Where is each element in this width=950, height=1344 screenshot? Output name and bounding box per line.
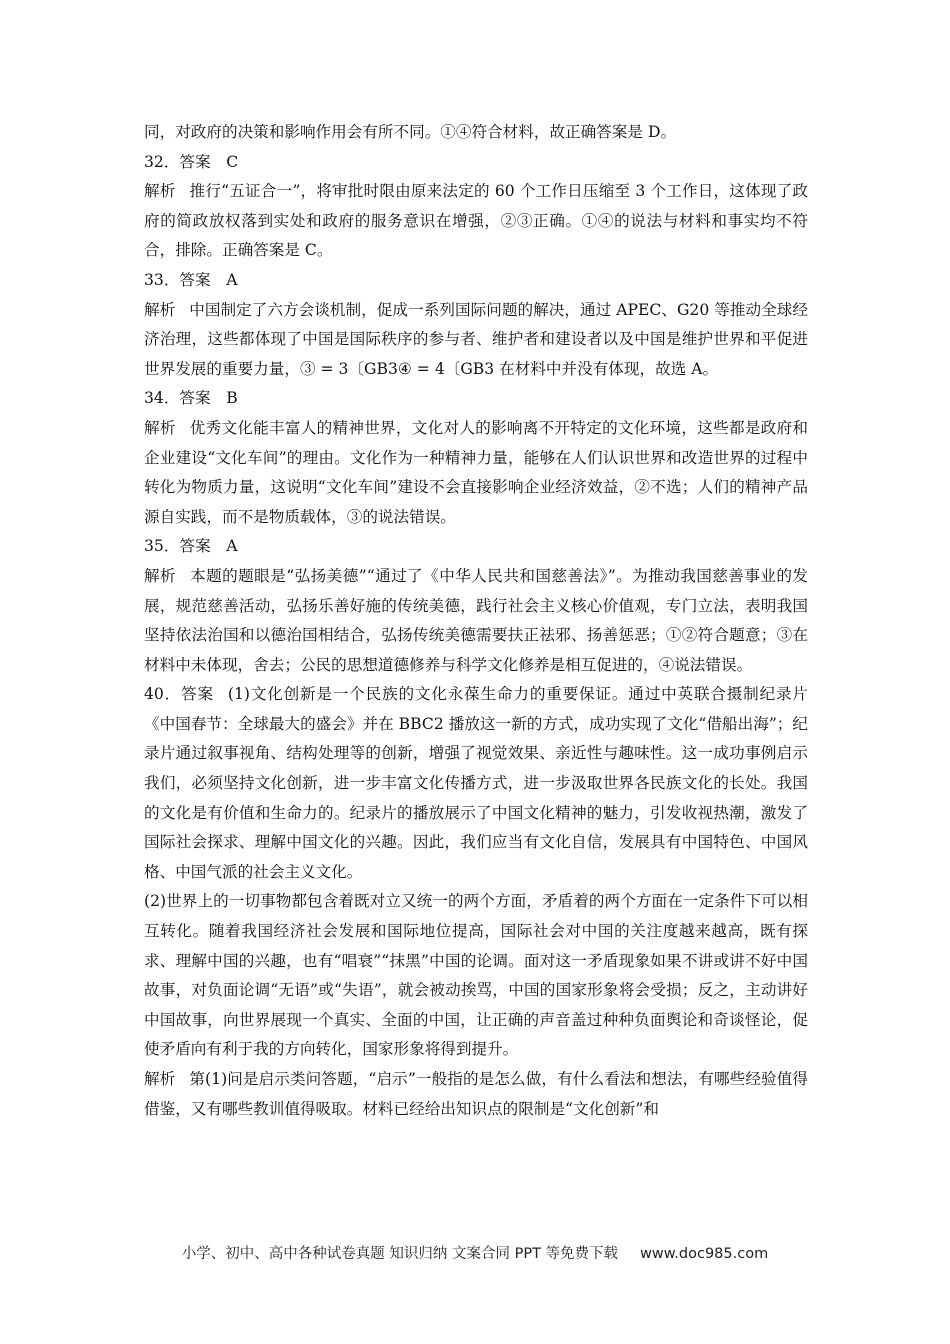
analysis-paragraph [144, 177, 808, 266]
answer-head: 40．答案 [144, 685, 214, 704]
analysis-text: 中国制定了六方会谈机制，促成一系列国际问题的解决，通过 APEC、G20 等推动全球经济治理，这些都体现了中国是国际秩序的参与者、维护者和建设者以及中国是维护世界和平促进世界发展的重要力量，③ = 3〔GB3④ = 4〔GB3 在材料中并没有体现，故选 A。 [144, 300, 808, 378]
answer-34 [144, 384, 808, 532]
answer-head: 32．答案 C [144, 152, 239, 171]
analysis-paragraph [144, 296, 808, 385]
analysis-paragraph [144, 1065, 808, 1124]
analysis-paragraph [144, 414, 808, 532]
footer-text: 小学、初中、高中各种试卷真题 知识归纳 文案合同 PPT 等免费下载 [181, 1246, 619, 1262]
analysis-label: 解析 [144, 182, 176, 201]
answer-head: 33．答案 A [144, 270, 238, 289]
analysis-text: 优秀文化能丰富人的精神世界，文化对人的影响离不开特定的文化环境，这些都是政府和企业建设“文化车间”的理由。文化作为一种精神力量，能够在人们认识世界和改造世界的过程中转化为物质力量，这说明“文化车间”建设不会直接影响企业经济效益，②不选；人们的精神产品源自实践，而不是物质载体，③的说法错误。 [144, 418, 808, 526]
analysis-label: 解析 [144, 418, 176, 437]
page-footer [0, 1242, 950, 1263]
analysis-paragraph [144, 562, 808, 680]
answer-40-part2: (2)世界上的一切事物都包含着既对立又统一的两个方面，矛盾着的两个方面在一定条件下可以相互转化。随着我国经济社会发展和国际地位提高，国际社会对中国的关注度越来越高，既有探求、理解中国的兴趣，也有“唱衰”“抹黑”中国的论调。面对这一矛盾现象如果不讲或讲不好中国故事，对负面论调“无语”或“失语”，就会被动挨骂，中国的国家形象将会受损；反之，主动讲好中国故事，向世界展现一个真实、全面的中国，让正确的声音盖过种种负面舆论和奇谈怪论，促使矛盾向有利于我的方向转化，国家形象将得到提升。 [144, 892, 808, 1059]
answer-40-part1 [144, 680, 808, 887]
analysis-label: 解析 [144, 1070, 176, 1088]
analysis-label: 解析 [144, 300, 176, 319]
analysis-text: 推行“五证合一”，将审批时限由原来法定的 60 个工作日压缩至 3 个工作日，这体现了政府的简政放权落到实处和政府的服务意识在增强，②③正确。①④的说法与材料和事实均不符合，排除。正确答案是 C。 [144, 182, 808, 260]
analysis-text: 第(1)问是启示类问答题，“启示”一般指的是怎么做，有什么看法和想法，有哪些经验值得借鉴，又有哪些教训值得吸取。材料已经给出知识点的限制是“文化创新”和 [144, 1070, 808, 1118]
analysis-label: 解析 [144, 566, 177, 585]
answer-32 [144, 148, 808, 266]
analysis-text: 本题的题眼是“弘扬美德”“通过了《中华人民共和国慈善法》”。为推动我国慈善事业的发展，规范慈善活动，弘扬乐善好施的传统美德，践行社会主义核心价值观，专门立法，表明我国坚持依法治国和以德治国相结合，弘扬传统美德需要扶正祛邪、扬善惩恶；①②符合题意；③在材料中未体现，舍去；公民的思想道德修养与科学文化修养是相互促进的，④说法错误。 [144, 566, 808, 674]
continuation-paragraph: 同，对政府的决策和影响作用会有所不同。①④符合材料，故正确答案是 D。 [144, 123, 677, 141]
answer-head: 35．答案 A [144, 537, 238, 556]
footer-url[interactable]: www.doc985.com [640, 1246, 769, 1262]
answer-40 [144, 680, 808, 1124]
answer-33 [144, 266, 808, 384]
answer-35 [144, 532, 808, 680]
answer-text: (1)文化创新是一个民族的文化永葆生命力的重要保证。通过中英联合摄制纪录片《中国春节：全球最大的盛会》并在 BBC2 播放这一新的方式，成功实现了文化“借船出海”；纪录片通过叙事视角、结构处理等的创新，增强了视觉效果、亲近性与趣味性。这一成功事例启示我们，必须坚持文化创新，进一步丰富文化传播方式，进一步汲取世界各民族文化的长处。我国的文化是有价值和生命力的。纪录片的播放展示了中国文化精神的魅力，引发收视热潮，激发了国际社会探求、理解中国文化的兴趣。因此，我们应当有文化自信，发展具有中国特色、中国风格、中国气派的社会主义文化。 [144, 685, 809, 881]
answer-head: 34．答案 B [144, 389, 238, 408]
document-body [144, 118, 808, 1124]
